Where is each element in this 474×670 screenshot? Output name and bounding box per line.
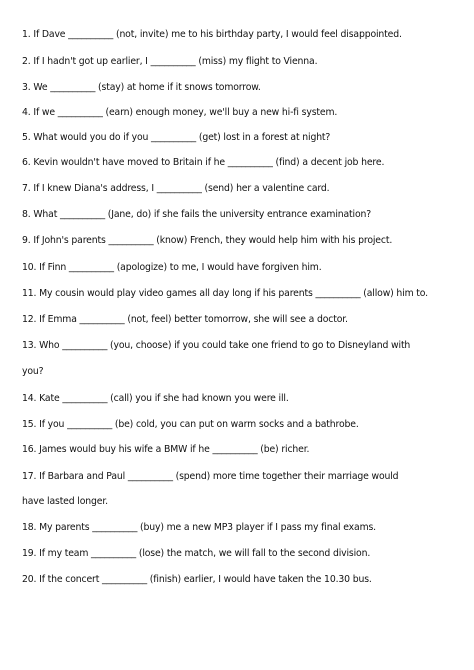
exercise-line: 11. My cousin would play video games all day long if his parents __________ (allow) him to.	[22, 288, 428, 299]
exercise-line: 4. If we __________ (earn) enough money, we'll buy a new hi-fi system.	[22, 107, 338, 118]
exercise-line: 20. If the concert __________ (finish) earlier, I would have taken the 10.30 bus.	[22, 574, 372, 585]
exercise-line: 19. If my team __________ (lose) the match, we will fall to the second division.	[22, 548, 371, 559]
exercise-line: 7. If I knew Diana's address, I __________ (send) her a valentine card.	[22, 183, 330, 194]
exercise-line: 12. If Emma __________ (not, feel) better tomorrow, she will see a doctor.	[22, 314, 348, 325]
exercise-line: 5. What would you do if you __________ (get) lost in a forest at night?	[22, 132, 331, 143]
exercise-line: 8. What __________ (Jane, do) if she fails the university entrance examination?	[22, 209, 372, 220]
exercise-line: 17. If Barbara and Paul __________ (spend) more time together their marriage would	[22, 471, 399, 482]
exercise-line: 13. Who __________ (you, choose) if you could take one friend to go to Disneyland with	[22, 340, 411, 351]
exercise-line: 3. We __________ (stay) at home if it snows tomorrow.	[22, 82, 261, 93]
exercise-line-continuation: have lasted longer.	[22, 496, 108, 507]
exercise-line: 10. If Finn __________ (apologize) to me, I would have forgiven him.	[22, 262, 322, 273]
exercise-line: 1. If Dave __________ (not, invite) me to his birthday party, I would feel disappointed.	[22, 29, 402, 40]
exercise-line: 6. Kevin wouldn't have moved to Britain if he __________ (find) a decent job here.	[22, 157, 385, 168]
exercise-line: 18. My parents __________ (buy) me a new MP3 player if I pass my final exams.	[22, 522, 376, 533]
exercise-line: 14. Kate __________ (call) you if she had known you were ill.	[22, 393, 289, 404]
exercise-line: 15. If you __________ (be) cold, you can put on warm socks and a bathrobe.	[22, 419, 359, 430]
exercise-line: 16. James would buy his wife a BMW if he __________ (be) richer.	[22, 444, 310, 455]
exercise-line: 2. If I hadn't got up earlier, I __________ (miss) my flight to Vienna.	[22, 56, 318, 67]
exercise-line-continuation: you?	[22, 366, 44, 377]
exercise-line: 9. If John's parents __________ (know) French, they would help him with his project.	[22, 235, 393, 246]
